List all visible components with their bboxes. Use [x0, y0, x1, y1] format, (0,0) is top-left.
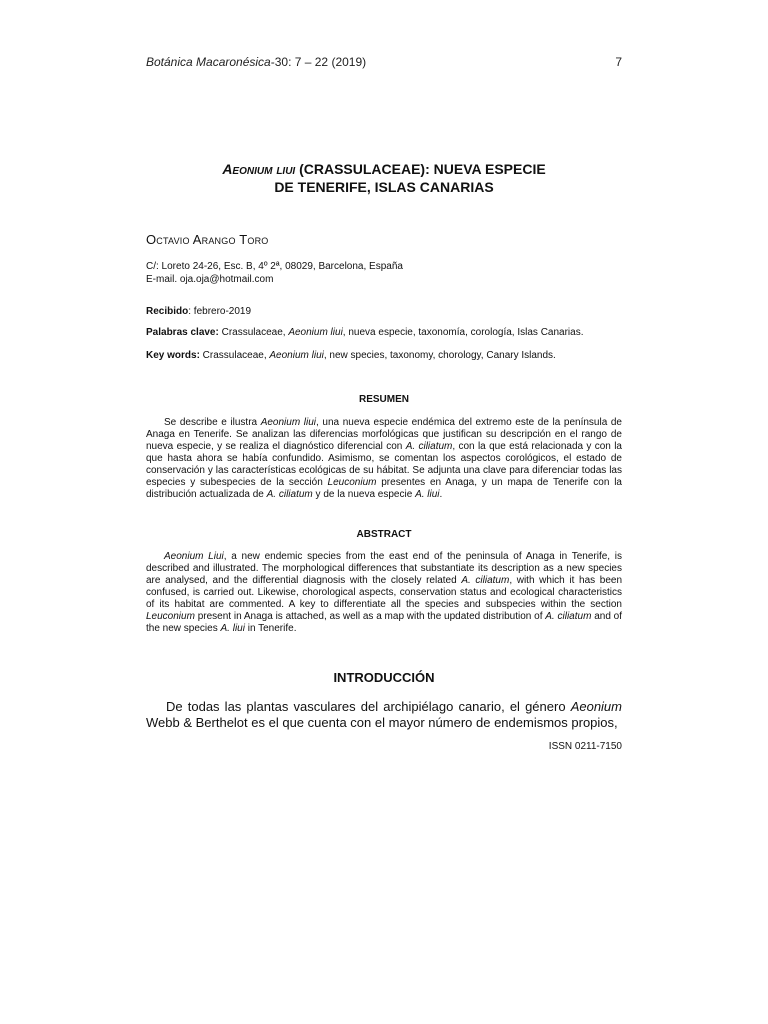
- author-address: C/: Loreto 24-26, Esc. B, 4º 2ª, 08029, Barcelona, España: [146, 261, 403, 272]
- abstract-text-part: in Tenerife.: [244, 623, 297, 634]
- introduccion-text-part: Webb & Berthelot es el que cuenta con el mayor número de endemismos propios,: [146, 715, 618, 730]
- journal-citation: -30: 7 – 22 (2019): [270, 55, 367, 69]
- resumen-text-part: y de la nueva especie: [312, 489, 416, 500]
- running-header: [146, 55, 622, 69]
- abstract-species: A. liui: [220, 623, 245, 634]
- introduccion-genus: Aeonium: [570, 699, 622, 714]
- abstract-text: [146, 551, 622, 635]
- resumen-text-part: , con la que está relacionada y con la que hasta ahora se había confundido. Asimismo, se comentan los aspectos corológicos, el estado de conservación y las características ecológicas de su hábitat. Se adjunta una clave para diferenciar todas las especies y subespecies de la sección: [146, 441, 622, 488]
- issn-footer: ISSN 0211-7150: [548, 741, 622, 752]
- abstract-species: A. ciliatum: [545, 611, 592, 622]
- resumen-species: Aeonium liui: [260, 417, 317, 428]
- abstract-species: A. ciliatum: [461, 575, 510, 586]
- abstract-text-part: present in Anaga is attached, as well as a map with the updated distribution of: [194, 611, 546, 622]
- key-words-species: Aeonium liui: [269, 350, 324, 361]
- paper-title: [146, 160, 622, 196]
- received-line: [146, 305, 622, 318]
- page-number: 7: [615, 55, 622, 69]
- resumen-species: A. liui: [415, 489, 440, 500]
- abstract-species: Aeonium Liui: [164, 551, 224, 562]
- abstract-heading: ABSTRACT: [356, 529, 412, 540]
- title-species: Aeonium liui: [222, 161, 296, 177]
- received-value: : febrero-2019: [188, 306, 252, 317]
- resumen-text-part: presentes en Anaga, y un mapa de Tenerife con la distribución actualizada de: [146, 477, 622, 500]
- title-line-1-rest: (CRASSULACEAE): NUEVA ESPECIE: [295, 161, 546, 177]
- abstract-text-part: , with which it has been confused, is carried out. Likewise, chorological aspects, conservation status and ecological characteristics of its habitat are commented. A key to differentiate all the species and subspecies within the section: [146, 575, 623, 610]
- key-words-text: Crassulaceae,: [199, 350, 270, 361]
- key-words-text-2: , new species, taxonomy, chorology, Canary Islands.: [323, 350, 556, 361]
- resumen-text-part: , una nueva especie endémica del extremo este de la península de Anaga en Tenerife. Se analizan las diferencias morfológicas que justifican su descripción en el rango de nueva especie, y se realiza el diagnóstico diferencial con: [146, 417, 622, 452]
- resumen-species: A. ciliatum: [405, 441, 453, 452]
- resumen-text-part: Se describe e ilustra: [164, 417, 261, 428]
- palabras-clave-text-2: , nueva especie, taxonomía, corología, Islas Canarias.: [342, 327, 584, 338]
- author-address-block: [146, 260, 622, 286]
- palabras-clave-label: Palabras clave:: [146, 327, 219, 338]
- key-words-label: Key words:: [146, 350, 200, 361]
- title-line-1: [146, 160, 622, 178]
- introduccion-heading: INTRODUCCIÓN: [333, 670, 435, 685]
- resumen-species: Leuconium: [327, 477, 377, 488]
- author-email: E-mail. oja.oja@hotmail.com: [146, 274, 274, 285]
- resumen-species: A. ciliatum: [266, 489, 313, 500]
- palabras-clave-line: [146, 326, 622, 339]
- abstract-text-part: and of the new species: [146, 611, 623, 634]
- abstract-species: Leuconium: [146, 611, 195, 622]
- author-name: Octavio Arango Toro: [146, 232, 269, 247]
- resumen-text-part: .: [439, 489, 443, 500]
- journal-name: Botánica Macaronésica: [146, 55, 271, 69]
- palabras-clave-text: Crassulaceae,: [218, 327, 289, 338]
- introduccion-text: [146, 699, 622, 731]
- resumen-text: [146, 417, 622, 501]
- key-words-line: [146, 349, 622, 362]
- resumen-heading: RESUMEN: [358, 394, 409, 405]
- abstract-text-part: , a new endemic species from the east end of the peninsula of Anaga in Tenerife, is described and illustrated. The morphological differences that substantiate its description as a new species are analysed, and the differential diagnosis with the closely related: [146, 551, 623, 586]
- palabras-clave-species: Aeonium liui: [288, 327, 343, 338]
- introduccion-text-part: De todas las plantas vasculares del archipiélago canario, el género: [166, 699, 571, 714]
- title-line-2: DE TENERIFE, ISLAS CANARIAS: [274, 179, 494, 195]
- received-label: Recibido: [146, 306, 189, 317]
